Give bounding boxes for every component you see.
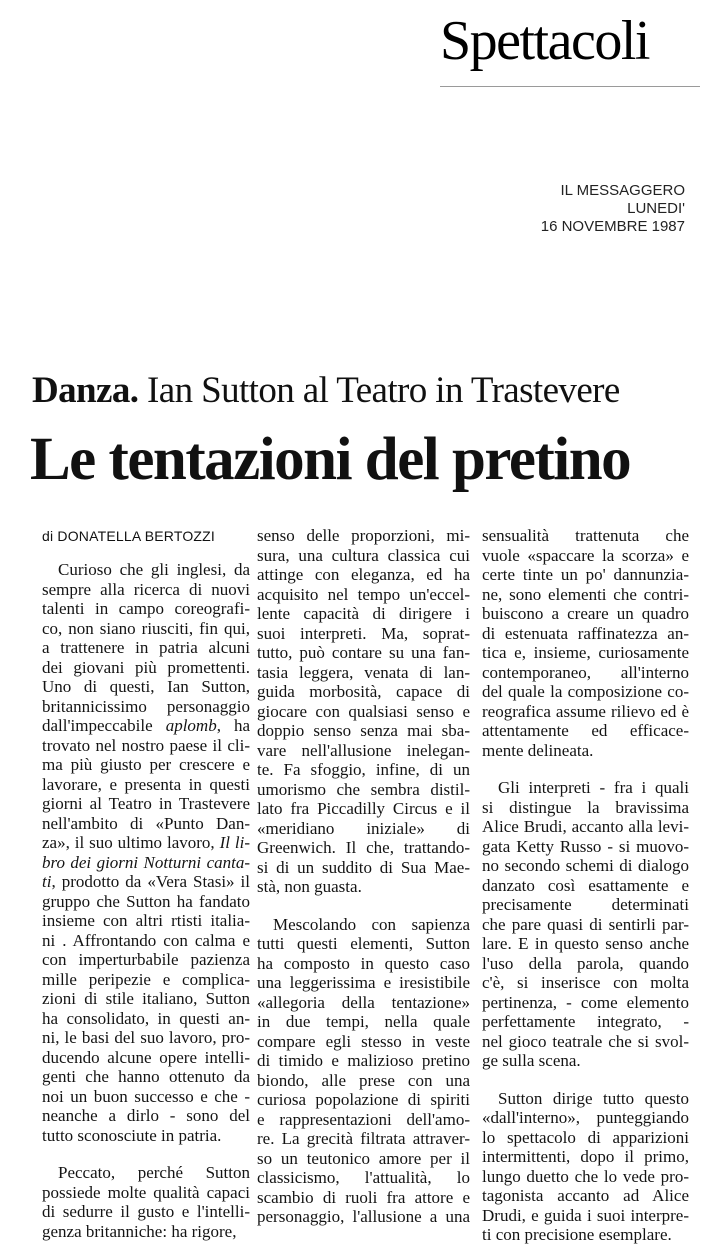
- article-line: [482, 798, 689, 818]
- article-line: [257, 934, 470, 954]
- line-text: precisamente determinati: [482, 895, 689, 914]
- article-line: [482, 856, 689, 876]
- line-text: danzato così esattamente e: [482, 875, 689, 895]
- article-line: [257, 1129, 470, 1149]
- line-text: zioni di stile italiano, Sutton: [42, 989, 250, 1008]
- article-line: [257, 858, 470, 878]
- paragraph-break: [482, 1071, 689, 1089]
- article-line: [42, 1067, 250, 1087]
- section-title: Spettacoli: [440, 10, 649, 72]
- line-text: Greenwich. Il che, trattando-: [257, 838, 470, 857]
- article-line: [482, 1051, 689, 1071]
- line-text: ha consolidato, in questi an-: [42, 1008, 250, 1028]
- line-text: con imperturbabile pazienza: [42, 950, 250, 969]
- line-text: di sedurre il gusto e l'intelli-: [42, 1202, 250, 1221]
- kicker-text: Ian Sutton al Teatro in Trastevere: [147, 370, 620, 411]
- line-text: suoi interpreti. Ma, soprat-: [257, 623, 470, 643]
- article-line: [482, 778, 689, 798]
- section-rule: [440, 86, 700, 87]
- line-text: che pare quasi di sentirli par-: [482, 914, 689, 934]
- article-line: [482, 993, 689, 1013]
- line-text: Mescolando con sapienza: [273, 914, 470, 934]
- line-text: , ha: [216, 716, 250, 735]
- line-text: mille peripezie e complica-: [42, 969, 250, 989]
- article-line: [42, 1126, 250, 1146]
- article-line: [482, 1206, 689, 1226]
- article-line: [42, 833, 250, 853]
- line-text: una leggerissima e iresistibile: [257, 973, 470, 992]
- headline: Le tentazioni del pretino: [30, 426, 631, 493]
- article-line: [257, 760, 470, 780]
- line-text: «allegoria della tentazione»: [257, 992, 470, 1012]
- line-text: lente capacità di dirigere i: [257, 604, 470, 623]
- article-line: [257, 1071, 470, 1091]
- line-text: ge sulla scena.: [482, 1051, 581, 1070]
- line-text: perfettamente integrato, -: [482, 1012, 689, 1031]
- line-text: curiosa popolazione di spiriti: [257, 1090, 470, 1109]
- line-text: co, non siano riusciti, fin qui,: [42, 618, 250, 638]
- article-line: [42, 580, 250, 600]
- article-line: [257, 838, 470, 858]
- article-line: [257, 1032, 470, 1052]
- article-line: [257, 1012, 470, 1032]
- article-line: [482, 526, 689, 546]
- article-line: [42, 677, 250, 697]
- article-line: [482, 585, 689, 605]
- article-line: [42, 638, 250, 658]
- article-line: [42, 989, 250, 1009]
- article-line: [482, 876, 689, 896]
- article-line: [42, 755, 250, 775]
- line-text: Drudi, e guida i suoi interpre-: [482, 1205, 689, 1225]
- article-line: [42, 1048, 250, 1068]
- paragraph-break: [42, 1145, 250, 1163]
- article-line: [42, 1028, 250, 1048]
- kicker-lead: Danza.: [32, 370, 139, 411]
- line-text: , prodotto da «Vera Stasi» il: [51, 872, 250, 891]
- article-line: [257, 915, 470, 935]
- line-text: guida morbosità, capace di: [257, 682, 470, 701]
- line-text: stà, non guasta.: [257, 877, 362, 896]
- line-text: ducendo alcune opere intelli-: [42, 1047, 250, 1067]
- line-text: si distingue la bravissima: [482, 797, 689, 817]
- line-text: attinge con eleganza, ed ha: [257, 565, 470, 584]
- article-line: [257, 682, 470, 702]
- article-line: [257, 819, 470, 839]
- italic-text: aplomb: [165, 716, 217, 735]
- article-line: [482, 954, 689, 974]
- line-text: scambio di ruoli fra attore e: [257, 1187, 470, 1207]
- line-text: l'uso della parola, quando: [482, 953, 689, 973]
- line-text: giocare con qualsiasi senso e: [257, 701, 470, 721]
- article-line: [482, 702, 689, 722]
- article-line: [257, 565, 470, 585]
- article-line: [42, 1106, 250, 1126]
- line-text: certe tinte un po' dannunzia-: [482, 565, 689, 584]
- line-text: si di un suddito di Sua Mae-: [257, 857, 470, 877]
- kicker: [32, 369, 620, 413]
- line-text: tagonista accanto ad Alice: [482, 1186, 689, 1205]
- line-text: insieme con altri rtisti italia-: [42, 911, 250, 930]
- article-line: [42, 970, 250, 990]
- line-text: tutto sconosciute in patria.: [42, 1125, 222, 1145]
- article-line: [257, 877, 470, 897]
- line-text: Uno di questi, Ian Sutton,: [42, 677, 250, 696]
- line-text: dei giovani più promettenti.: [42, 657, 250, 677]
- line-text: re. La grecità filtrata attraver-: [257, 1129, 470, 1148]
- article-line: [42, 892, 250, 912]
- article-line: [482, 973, 689, 993]
- article-line: [482, 721, 689, 741]
- line-text: sempre alla ricerca di nuovi: [42, 579, 250, 599]
- article-line: [257, 741, 470, 761]
- line-text: noi un buon successo e che -: [42, 1086, 250, 1106]
- article-line: [482, 817, 689, 837]
- article-line: [42, 697, 250, 717]
- article-line: [482, 1089, 689, 1109]
- article-line: [257, 585, 470, 605]
- article-line: [482, 1108, 689, 1128]
- line-text: sura, una cultura classica cui: [257, 545, 470, 565]
- article-line: [482, 624, 689, 644]
- line-text: ni . Affrontando con calma e: [42, 930, 250, 950]
- line-text: nel gioco teatrale che si svol-: [482, 1031, 689, 1051]
- article-line: [482, 1032, 689, 1052]
- article-line: [257, 1149, 470, 1169]
- line-text: vare nell'allusione inelegan-: [257, 740, 470, 760]
- article-line: [482, 1225, 689, 1245]
- line-text: senso delle proporzioni, mi-: [257, 526, 470, 545]
- line-text: compare egli stesso in veste: [257, 1031, 470, 1051]
- article-line: [42, 814, 250, 834]
- article-column-1: [42, 560, 250, 1241]
- article-line: [482, 643, 689, 663]
- line-text: reografica assume rilievo ed è: [482, 701, 689, 721]
- line-text: tutto, può contare su una fan-: [257, 643, 470, 662]
- article-line: [257, 780, 470, 800]
- article-line: [482, 663, 689, 683]
- article-line: [42, 716, 250, 736]
- line-text: sensualità trattenuta che: [482, 526, 689, 545]
- article-line: [482, 915, 689, 935]
- italic-text: bro dei giorni Notturni canta-: [42, 852, 250, 872]
- article-line: [257, 721, 470, 741]
- italic-text: Il li-: [219, 833, 250, 852]
- line-text: dall'impeccabile: [42, 716, 166, 735]
- article-line: [42, 1222, 250, 1242]
- article-line: [42, 950, 250, 970]
- article-line: [257, 702, 470, 722]
- article-line: [257, 546, 470, 566]
- line-text: classicismo, l'attualità, lo: [257, 1168, 470, 1187]
- line-text: intermittenti, dopo il primo,: [482, 1147, 689, 1166]
- article-line: [482, 1186, 689, 1206]
- article-line: [42, 775, 250, 795]
- article-line: [482, 1128, 689, 1148]
- line-text: contemporaneo, all'interno: [482, 662, 689, 682]
- article-line: [257, 993, 470, 1013]
- line-text: biondo, alle prese con una: [257, 1070, 470, 1090]
- article-line: [42, 1202, 250, 1222]
- article-line: [257, 604, 470, 624]
- article-line: [42, 794, 250, 814]
- line-text: tica e, insieme, curiosamente: [482, 643, 689, 662]
- article-line: [42, 1087, 250, 1107]
- article-line: [257, 1110, 470, 1130]
- article-line: [257, 663, 470, 683]
- article-line: [42, 658, 250, 678]
- line-text: buiscono a creare un quadro: [482, 604, 689, 623]
- article-line: [257, 1207, 470, 1227]
- article-line: [482, 741, 689, 761]
- line-text: lavorare, e presenta in questi: [42, 774, 250, 794]
- article-line: [257, 526, 470, 546]
- line-text: Gli interpreti - fra i quali: [498, 778, 689, 797]
- article-line: [482, 1147, 689, 1167]
- paragraph-break: [482, 760, 689, 778]
- article-line: [42, 911, 250, 931]
- line-text: personaggio, l'allusione a una: [257, 1207, 470, 1226]
- italic-text: ti: [42, 872, 52, 891]
- publication-day: LUNEDI': [627, 200, 685, 217]
- line-text: vuole «spaccare la scorza» e: [482, 545, 689, 565]
- article-line: [257, 624, 470, 644]
- line-text: talenti in campo coreografi-: [42, 599, 250, 618]
- line-text: za», il suo ultimo lavoro,: [42, 833, 220, 852]
- article-line: [257, 1051, 470, 1071]
- line-text: gata Ketty Russo - si muovo-: [482, 836, 689, 856]
- article-line: [482, 604, 689, 624]
- article-line: [257, 1188, 470, 1208]
- line-text: possiede molte qualità capaci: [42, 1182, 250, 1202]
- line-text: tutti questi elementi, Sutton: [257, 934, 470, 953]
- line-text: pertinenza, - come elemento: [482, 992, 689, 1012]
- article-line: [482, 837, 689, 857]
- line-text: genti che hanno ottenuto da: [42, 1067, 250, 1086]
- article-line: [42, 1183, 250, 1203]
- dateline: [500, 182, 685, 236]
- article-column-2: [257, 526, 470, 1227]
- line-text: so un teutonico amore per il: [257, 1148, 470, 1168]
- line-text: no secondo schemi di dialogo: [482, 856, 689, 875]
- line-text: gruppo che Sutton ha fandato: [42, 891, 250, 911]
- line-text: te. Fa sfoggio, infine, di un: [257, 760, 470, 779]
- line-text: a trattenere in patria alcuni: [42, 638, 250, 657]
- article-line: [42, 853, 250, 873]
- newspaper-name: IL MESSAGGERO: [560, 182, 685, 199]
- article-line: [482, 1167, 689, 1187]
- line-text: c'è, si inserisce con molta: [482, 973, 689, 992]
- line-text: «meridiano iniziale» di: [257, 818, 470, 838]
- byline: di DONATELLA BERTOZZI: [42, 528, 216, 544]
- article-line: [257, 643, 470, 663]
- line-text: del quale la composizione co-: [482, 682, 689, 701]
- article-line: [42, 560, 250, 580]
- line-text: ni, le basi del suo lavoro, pro-: [42, 1028, 250, 1047]
- line-text: ti con precisione esemplare.: [482, 1225, 672, 1244]
- article-line: [482, 895, 689, 915]
- line-text: trovato nel nostro paese il cli-: [42, 735, 250, 755]
- article-line: [42, 872, 250, 892]
- line-text: lare. E in questo senso anche: [482, 934, 689, 953]
- article-line: [42, 619, 250, 639]
- publication-date: 16 NOVEMBRE 1987: [540, 218, 685, 235]
- line-text: tasia leggera, venata di lan-: [257, 662, 470, 682]
- line-text: acquisito nel tempo un'eccel-: [257, 584, 470, 604]
- article-line: [482, 546, 689, 566]
- paragraph-break: [257, 897, 470, 915]
- line-text: genza britanniche: ha rigore,: [42, 1221, 237, 1241]
- line-text: attentamente ed efficace-: [482, 721, 689, 740]
- line-text: ha composto in questo caso: [257, 953, 470, 973]
- article-line: [482, 934, 689, 954]
- line-text: Alice Brudi, accanto alla levi-: [482, 817, 689, 836]
- article-line: [42, 736, 250, 756]
- article-line: [257, 799, 470, 819]
- line-text: britannicissimo personaggio: [42, 696, 250, 716]
- line-text: e rappresentazioni dell'amo-: [257, 1109, 470, 1129]
- line-text: lo spettacolo di apparizioni: [482, 1127, 689, 1147]
- line-text: lato fra Piccadilly Circus e il: [257, 799, 470, 818]
- article-line: [257, 973, 470, 993]
- article-line: [482, 1012, 689, 1032]
- line-text: in due tempi, nella quale: [257, 1012, 470, 1031]
- line-text: Peccato, perché Sutton: [58, 1163, 250, 1182]
- line-text: di estenuata raffinatezza an-: [482, 623, 689, 643]
- article-line: [42, 599, 250, 619]
- article-line: [482, 565, 689, 585]
- line-text: «dall'interno», punteggiando: [482, 1108, 689, 1127]
- article-line: [42, 931, 250, 951]
- line-text: mente delineata.: [482, 740, 594, 760]
- line-text: Curioso che gli inglesi, da: [58, 560, 250, 579]
- line-text: nell'ambito di «Punto Dan-: [42, 813, 250, 833]
- article-line: [482, 682, 689, 702]
- article-line: [257, 954, 470, 974]
- line-text: Sutton dirige tutto questo: [498, 1088, 689, 1108]
- article-line: [257, 1168, 470, 1188]
- article-line: [42, 1009, 250, 1029]
- article-column-3: [482, 526, 689, 1245]
- line-text: lungo duetto che lo vede pro-: [482, 1166, 689, 1186]
- article-line: [42, 1163, 250, 1183]
- line-text: ne, sono elementi che contri-: [482, 584, 689, 604]
- line-text: umorismo che sembra distil-: [257, 779, 470, 799]
- line-text: neanche a dirlo - sono del: [42, 1106, 250, 1125]
- line-text: doppio senso senza mai sba-: [257, 721, 470, 740]
- article-line: [257, 1090, 470, 1110]
- line-text: ma più giusto per crescere e: [42, 755, 250, 774]
- line-text: giorni al Teatro in Trastevere: [42, 794, 250, 813]
- line-text: di timido e malizioso pretino: [257, 1051, 470, 1070]
